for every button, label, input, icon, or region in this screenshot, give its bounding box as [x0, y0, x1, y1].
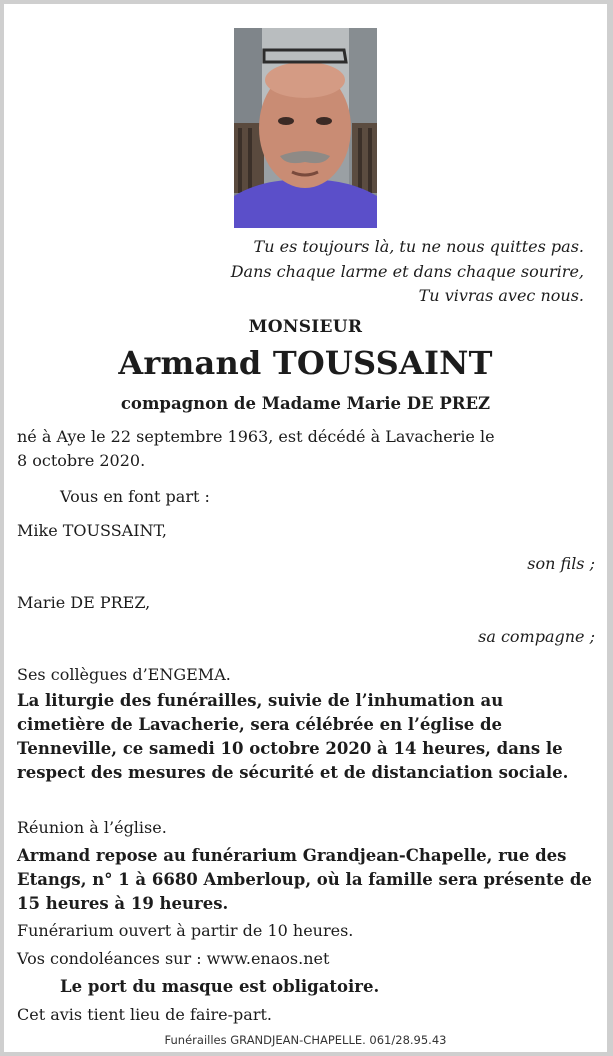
family-member-relation: sa compagne ; [478, 627, 595, 646]
companion-line: compagnon de Madame Marie DE PREZ [120, 394, 491, 413]
mask-line: Le port du masque est obligatoire. [60, 977, 380, 996]
funeral-home-footer: Funérailles GRANDJEAN-CHAPELLE. 061/28.95.43 [164, 1033, 447, 1047]
poem-line-1: Tu es toujours là, tu ne nous quittes pas. [253, 237, 584, 256]
rest-paragraph: Armand repose au funérarium Grandjean-Chapelle, rue des Etangs, n° 1 à 6680 Amberloup, où la famille sera présente de 15 heures à 19 heures. [17, 846, 592, 913]
portrait-photo [234, 28, 377, 228]
portrait-image [234, 28, 377, 228]
family-member-name: Marie DE PREZ, [17, 593, 151, 612]
announce-line: Vous en font part : [60, 487, 210, 506]
obituary-card [4, 4, 607, 1052]
poem-line-2: Dans chaque larme et dans chaque sourire, [230, 261, 584, 281]
birth-death-line-1: né à Aye le 22 septembre 1963, est décédé à Lavacherie le [17, 427, 495, 446]
honorific: MONSIEUR [248, 317, 363, 337]
condolences-line: Vos condoléances sur : www.enaos.net [17, 949, 330, 968]
poem-line-3: Tu vivras avec nous. [418, 286, 584, 305]
family-member-name: Mike TOUSSAINT, [17, 521, 167, 540]
poem [231, 235, 584, 309]
meeting-line: Réunion à l’église. [17, 818, 167, 837]
notice-line: Cet avis tient lieu de faire-part. [17, 1005, 272, 1024]
birth-death-line-2: 8 octobre 2020. [17, 451, 146, 470]
family-member-relation: son fils ; [527, 554, 595, 573]
liturgy-paragraph: La liturgie des funérailles, suivie de l’inhumation au cimetière de Lavacherie, sera célébrée en l’église de Tenneville, ce samedi 10 octobre 2020 à 14 heures, dans le respect des mesures de sécurité et de distanciation sociale. [17, 691, 569, 782]
opening-line: Funérarium ouvert à partir de 10 heures. [17, 921, 354, 940]
colleagues-line: Ses collègues d’ENGEMA. [17, 665, 231, 684]
deceased-name: Armand TOUSSAINT [118, 344, 493, 382]
